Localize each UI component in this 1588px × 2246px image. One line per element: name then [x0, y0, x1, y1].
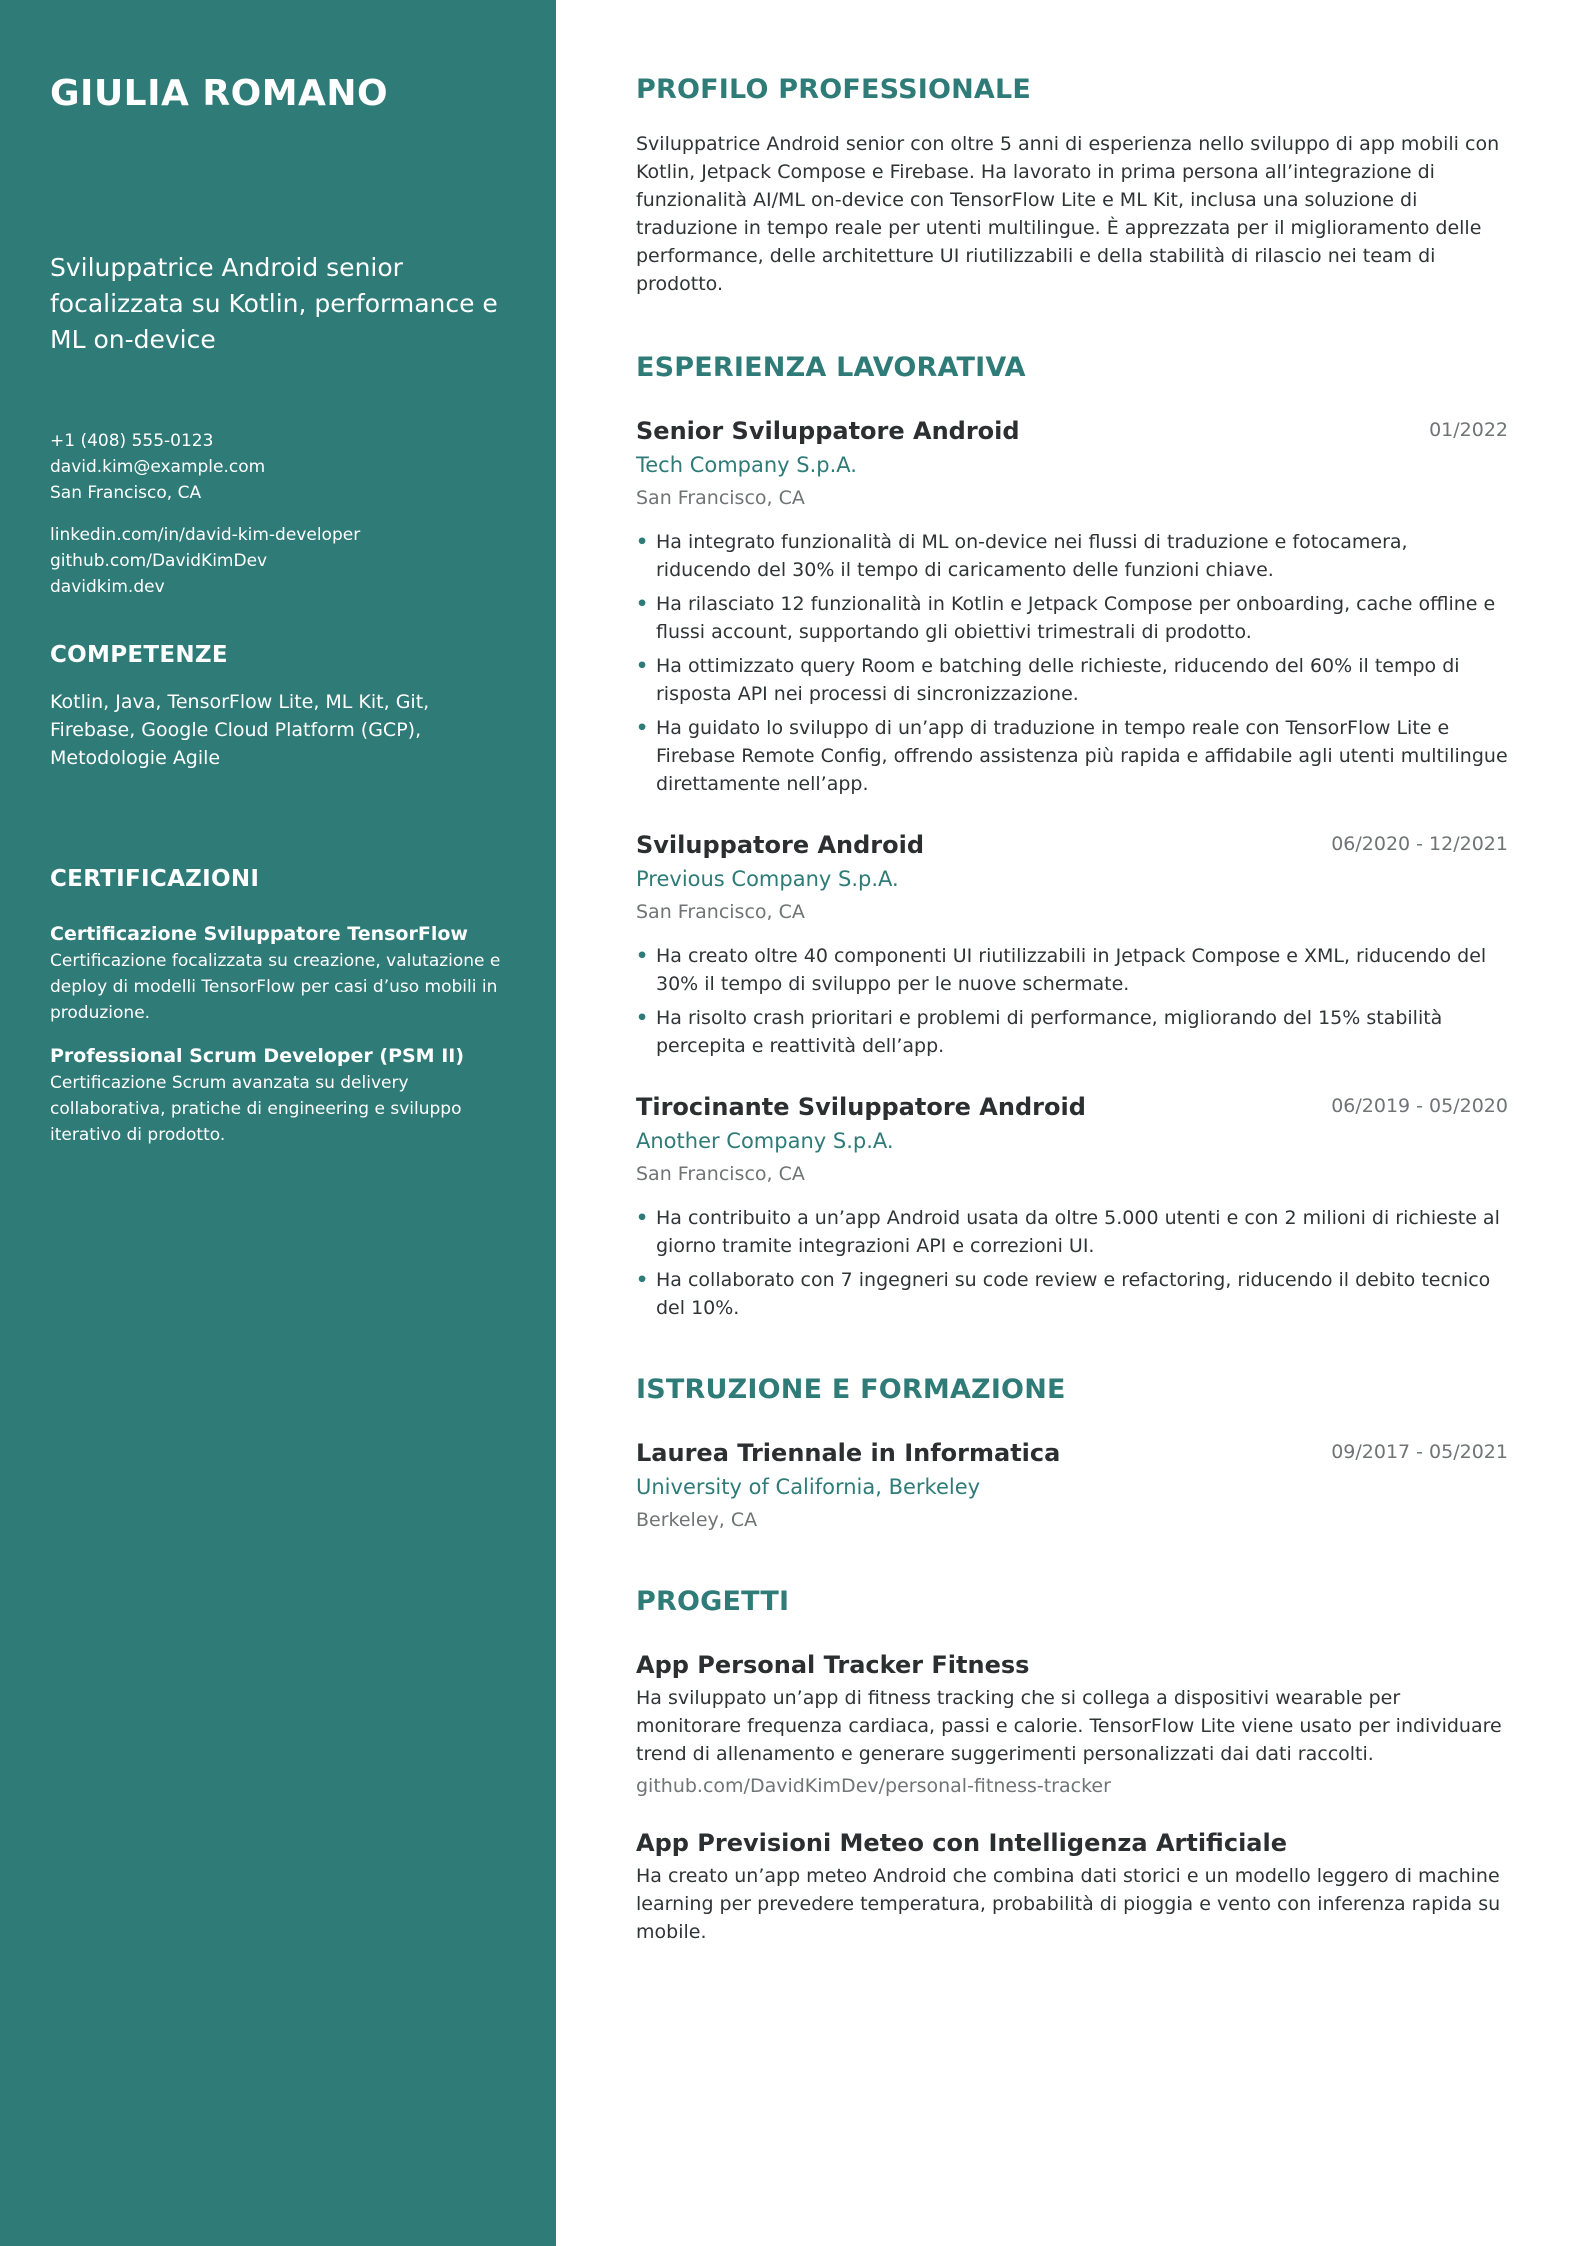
experience-section: [636, 350, 1508, 1322]
job-date: 06/2020 - 12/2021: [1331, 833, 1508, 855]
job-bullet: • Ha ottimizzato query Room e batching delle richieste, riducendo del 60% il tempo di risposta API nei processi di sincronizzazione.: [636, 652, 1508, 708]
project-link[interactable]: github.com/DavidKimDev/personal-fitness-tracker: [636, 1775, 1111, 1797]
candidate-name: GIULIA ROMANO: [50, 73, 389, 114]
certification-title: Professional Scrum Developer (PSM II): [50, 1045, 465, 1067]
experience-header: [636, 1090, 1508, 1124]
job-title: Sviluppatore Android: [636, 831, 925, 859]
skills-section: [50, 640, 506, 772]
sidebar: [0, 0, 556, 2246]
certification-item: [50, 920, 506, 1026]
project-entry: [636, 1648, 1508, 1800]
job-bullet: • Ha risolto crash prioritari e problemi di performance, migliorando del 15% stabilità percepita e reattività dell’app.: [636, 1004, 1508, 1060]
certification-item: [50, 1042, 506, 1148]
experience-entry: [636, 414, 1508, 798]
contact-spacer: [50, 506, 506, 522]
experience-header: [636, 828, 1508, 862]
job-bullets: [636, 942, 1508, 1060]
profile-section: [636, 72, 1508, 298]
job-bullet: • Ha creato oltre 40 componenti UI riutilizzabili in Jetpack Compose e XML, riducendo del 30% il tempo di sviluppo per le nuove schermate.: [636, 942, 1508, 998]
project-description: Ha creato un’app meteo Android che combina dati storici e un modello leggero di machine learning per prevedere temperatura, probabilità di pioggia e vento con inferenza rapida su mobile.: [636, 1865, 1501, 1943]
job-bullets: [636, 1204, 1508, 1322]
phone-number: +1 (408) 555-0123: [50, 431, 214, 451]
job-location: San Francisco, CA: [636, 901, 805, 923]
certification-description: Certificazione Scrum avanzata su delivery collaborativa, pratiche di engineering e sviluppo iterativo di prodotto.: [50, 1073, 462, 1145]
job-bullet: • Ha contribuito a un’app Android usata da oltre 5.000 utenti e con 2 milioni di richieste al giorno tramite integrazioni API e correzioni UI.: [636, 1204, 1508, 1260]
job-bullet: • Ha guidato lo sviluppo di un’app di traduzione in tempo reale con TensorFlow Lite e Firebase Remote Config, offrendo assistenza più rapida e affidabile agli utenti multilingue direttamente nell’app.: [636, 714, 1508, 798]
job-title: Tirocinante Sviluppatore Android: [636, 1093, 1086, 1121]
company-name: Another Company S.p.A.: [636, 1129, 894, 1153]
experience-entry: [636, 1090, 1508, 1322]
job-date: 06/2019 - 05/2020: [1331, 1095, 1508, 1117]
job-title: Senior Sviluppatore Android: [636, 417, 1020, 445]
job-bullet: • Ha collaborato con 7 ingegneri su code review e refactoring, riducendo il debito tecnico del 10%.: [636, 1266, 1508, 1322]
education-section: [636, 1372, 1508, 1534]
education-title: ISTRUZIONE E FORMAZIONE: [636, 1374, 1066, 1405]
projects-section: [636, 1584, 1508, 1946]
certification-description: Certificazione focalizzata su creazione, valutazione e deploy di modelli TensorFlow per casi d’uso mobili in produzione.: [50, 951, 501, 1023]
contact-section: [50, 428, 506, 600]
job-bullets: [636, 528, 1508, 798]
candidate-headline: Sviluppatrice Android senior focalizzata su Kotlin, performance e ML on-device: [50, 253, 498, 354]
job-bullet: • Ha integrato funzionalità di ML on-device nei flussi di traduzione e fotocamera, riducendo del 30% il tempo di caricamento delle funzioni chiave.: [636, 528, 1508, 584]
experience-entry: [636, 828, 1508, 1060]
project-title: App Previsioni Meteo con Intelligenza Artificiale: [636, 1829, 1287, 1857]
main-content: [556, 0, 1588, 2246]
certifications-list: [50, 920, 506, 1148]
degree-title: Laurea Triennale in Informatica: [636, 1439, 1061, 1467]
job-location: San Francisco, CA: [636, 487, 805, 509]
skills-list: Kotlin, Java, TensorFlow Lite, ML Kit, Git, Firebase, Google Cloud Platform (GCP), Metodologie Agile: [50, 691, 430, 769]
certification-title: Certificazione Sviluppatore TensorFlow: [50, 923, 468, 945]
project-entry: [636, 1826, 1508, 1946]
website-link[interactable]: davidkim.dev: [50, 577, 165, 597]
experience-header: [636, 414, 1508, 448]
linkedin-link[interactable]: linkedin.com/in/david-kim-developer: [50, 525, 361, 545]
experience-title: ESPERIENZA LAVORATIVA: [636, 352, 1026, 383]
profile-summary: Sviluppatrice Android senior con oltre 5 anni di esperienza nello sviluppo di app mobili con Kotlin, Jetpack Compose e Firebase. Ha lavorato in prima persona all’integrazione di funzionalità AI/ML on-device con TensorFlow Lite e ML Kit, inclusa una soluzione di traduzione in tempo reale per utenti multilingue. È apprezzata per il miglioramento delle performance, delle architetture UI riutilizzabili e della stabilità di rilascio nei team di prodotto.: [636, 133, 1500, 295]
job-bullet: • Ha rilasciato 12 funzionalità in Kotlin e Jetpack Compose per onboarding, cache offline e flussi account, supportando gli obiettivi trimestrali di prodotto.: [636, 590, 1508, 646]
profile-title: PROFILO PROFESSIONALE: [636, 74, 1032, 105]
education-date: 09/2017 - 05/2021: [1331, 1441, 1508, 1463]
education-header: [636, 1436, 1508, 1470]
job-location: San Francisco, CA: [636, 1163, 805, 1185]
project-description: Ha sviluppato un’app di fitness tracking che si collega a dispositivi wearable per monitorare frequenza cardiaca, passi e calorie. TensorFlow Lite viene usato per individuare trend di allenamento e generare suggerimenti personalizzati dai dati raccolti.: [636, 1687, 1502, 1765]
projects-title: PROGETTI: [636, 1586, 790, 1617]
education-entry: [636, 1436, 1508, 1534]
company-name: Previous Company S.p.A.: [636, 867, 899, 891]
certifications-title: CERTIFICAZIONI: [50, 866, 260, 892]
contact-location: San Francisco, CA: [50, 483, 202, 503]
github-link[interactable]: github.com/DavidKimDev: [50, 551, 268, 571]
job-date: 01/2022: [1429, 419, 1508, 441]
certifications-section: [50, 864, 506, 1148]
email-address: david.kim@example.com: [50, 457, 266, 477]
skills-title: COMPETENZE: [50, 642, 228, 668]
school-location: Berkeley, CA: [636, 1509, 758, 1531]
project-title: App Personal Tracker Fitness: [636, 1651, 1030, 1679]
school-name: University of California, Berkeley: [636, 1475, 981, 1499]
company-name: Tech Company S.p.A.: [636, 453, 857, 477]
